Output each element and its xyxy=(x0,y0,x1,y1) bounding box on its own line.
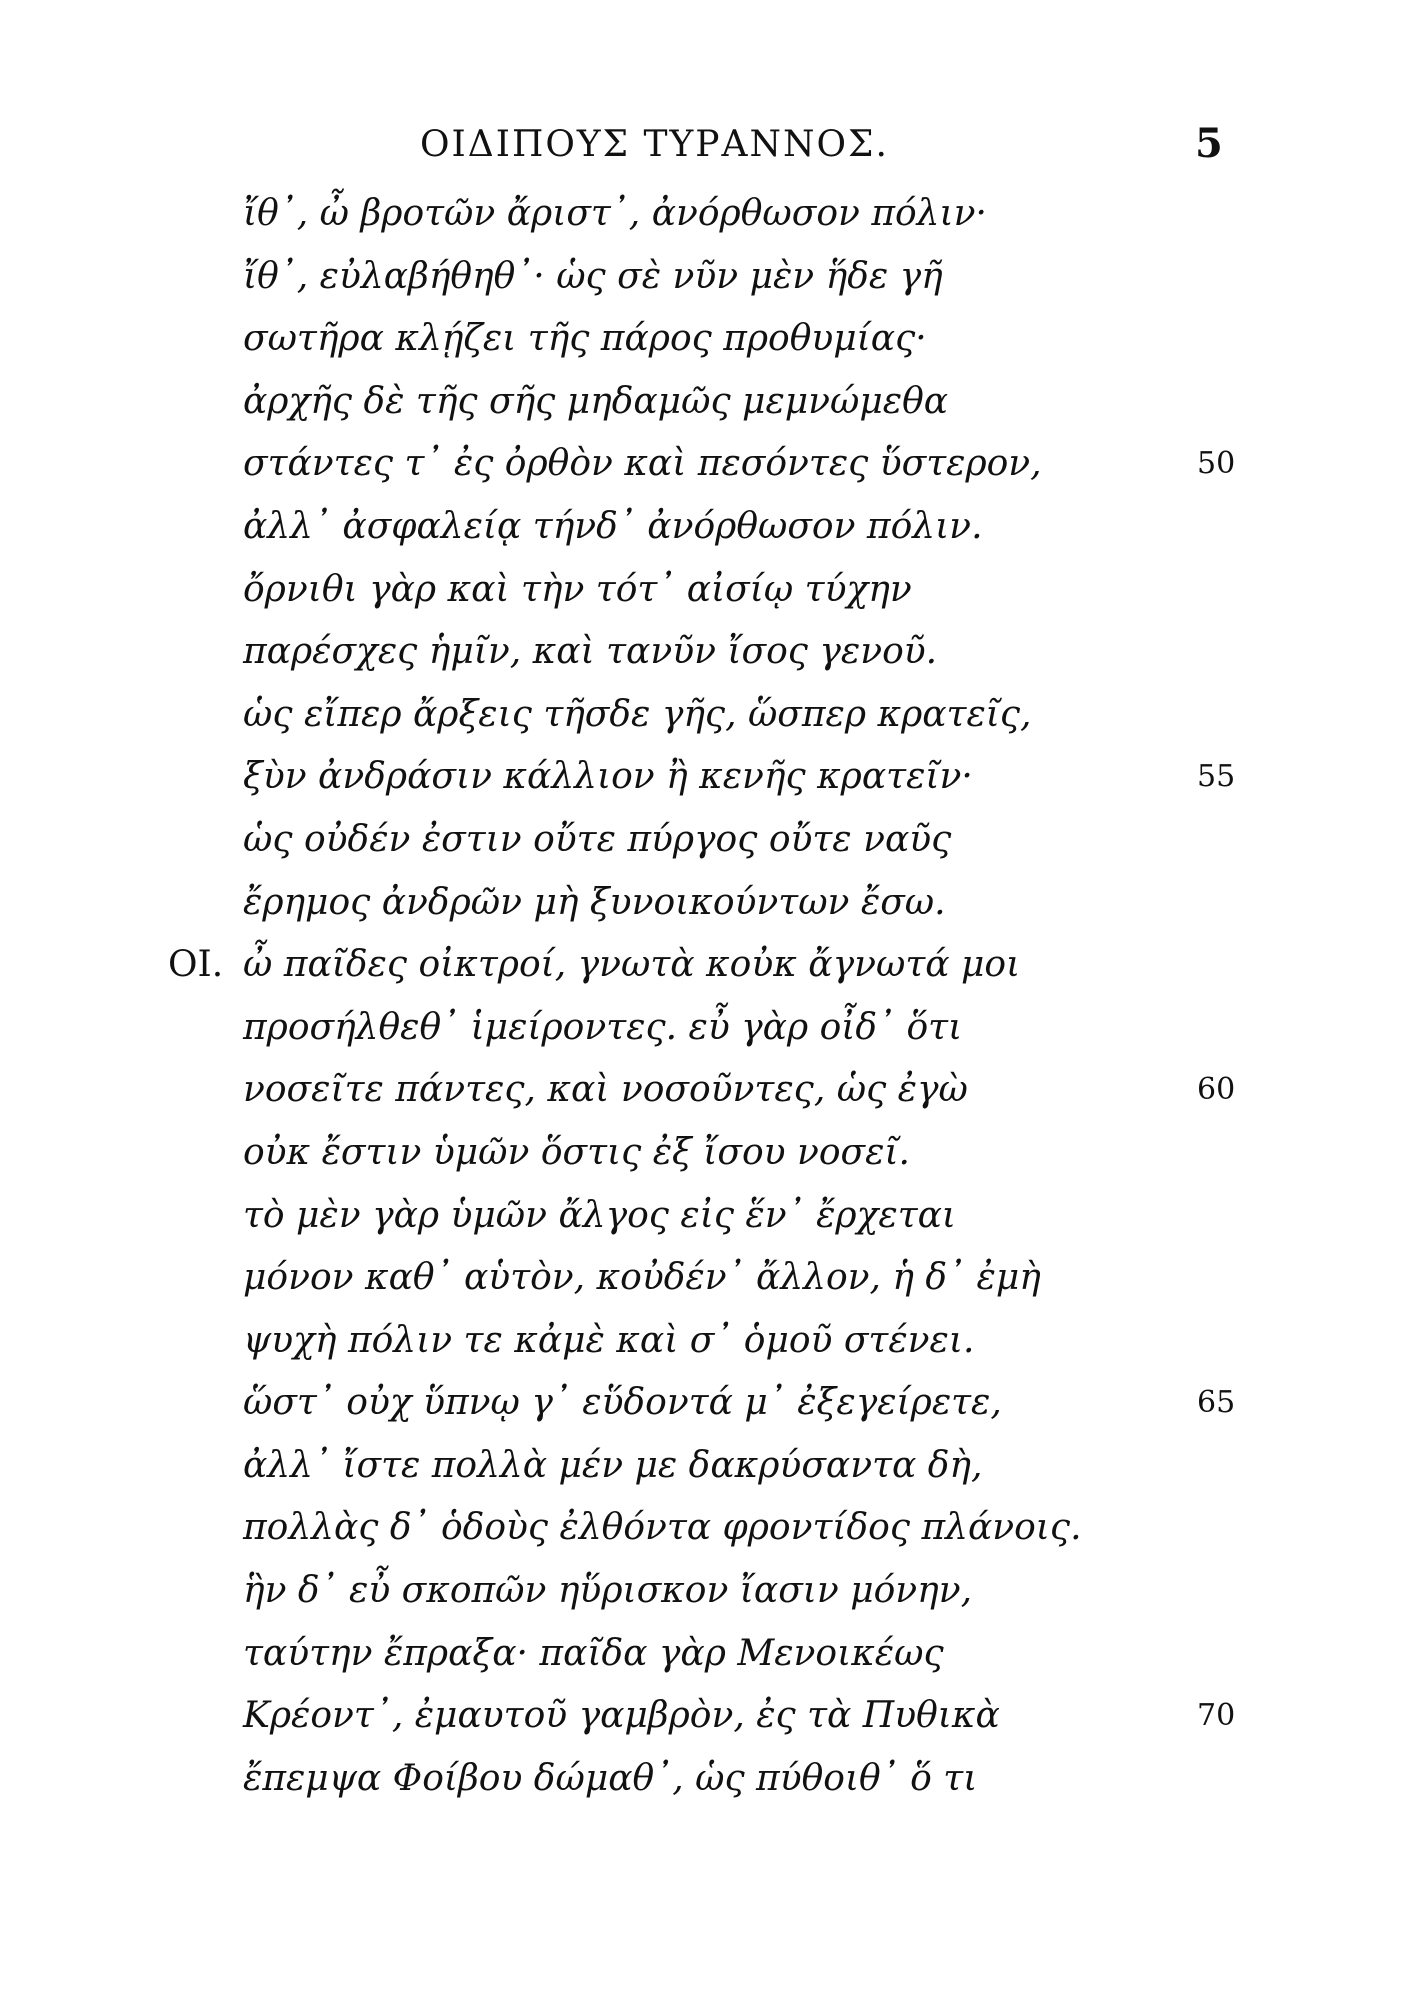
verse-line xyxy=(243,308,1303,371)
verse-text: ὡς εἴπερ ἄρξεις τῆσδε γῆς, ὥσπερ κρατεῖς, xyxy=(243,693,1032,735)
line-number: 70 xyxy=(1197,1698,1236,1734)
verse-text: ἀρχῆς δὲ τῆς σῆς μηδαμῶς μεμνώμεθα xyxy=(243,380,949,422)
verse-line xyxy=(168,934,1303,997)
line-number: 60 xyxy=(1197,1072,1236,1108)
verse-line xyxy=(243,621,1303,684)
verse-line xyxy=(243,371,1303,434)
verse-line xyxy=(243,1059,1303,1122)
verse-text: πολλὰς δ᾽ ὁδοὺς ἐλθόντα φροντίδος πλάνοις. xyxy=(243,1507,1082,1549)
verse-line xyxy=(243,1185,1303,1248)
verse-text: στάντες τ᾽ ἐς ὀρθὸν καὶ πεσόντες ὕστερον, xyxy=(243,443,1042,485)
verse-line xyxy=(243,872,1303,935)
verse-line xyxy=(243,183,1303,246)
verse-text: τὸ μὲν γὰρ ὑμῶν ἄλγος εἰς ἕν᾽ ἔρχεται xyxy=(243,1194,957,1236)
verse-text: ἴθ᾽, εὐλαβήθηθ᾽· ὡς σὲ νῦν μὲν ἥδε γῆ xyxy=(243,255,943,297)
verse-line xyxy=(243,1748,1303,1811)
verse-text: Κρέοντ᾽, ἐμαυτοῦ γαμβρὸν, ἐς τὰ Πυθικὰ xyxy=(243,1695,1000,1737)
verse-line xyxy=(243,1435,1303,1498)
verse-line xyxy=(243,1122,1303,1185)
verse-line xyxy=(243,433,1303,496)
verse-line xyxy=(243,246,1303,309)
verse-text: ἣν δ᾽ εὖ σκοπῶν ηὕρισκον ἴασιν μόνην, xyxy=(243,1570,973,1612)
line-number: 65 xyxy=(1197,1385,1236,1421)
verse-text: ἔρημος ἀνδρῶν μὴ ξυνοικούντων ἔσω. xyxy=(243,881,946,923)
verse-line xyxy=(243,496,1303,559)
verse-line xyxy=(243,684,1303,747)
verse-text: ταύτην ἔπραξα· παῖδα γὰρ Μενοικέως xyxy=(243,1632,944,1674)
verse-text: ὦ παῖδες οἰκτροί, γνωτὰ κοὐκ ἄγνωτά μοι xyxy=(243,944,1021,986)
verse-text: νοσεῖτε πάντες, καὶ νοσοῦντες, ὡς ἐγὼ xyxy=(243,1069,968,1111)
verse-text: ἔπεμψα Φοίβου δώμαθ᾽, ὡς πύθοιθ᾽ ὅ τι xyxy=(243,1757,978,1799)
page-number: 5 xyxy=(1195,120,1223,167)
verse-text: ψυχὴ πόλιν τε κἀμὲ καὶ σ᾽ ὁμοῦ στένει. xyxy=(243,1319,975,1361)
verse-line xyxy=(243,1372,1303,1435)
verse-text: ὡς οὐδέν ἐστιν οὔτε πύργος οὔτε ναῦς xyxy=(243,818,952,860)
verse-text: σωτῆρα κλῄζει τῆς πάρος προθυμίας· xyxy=(243,318,927,360)
verse-text: ἀλλ᾽ ἴστε πολλὰ μέν με δακρύσαντα δὴ, xyxy=(243,1444,983,1486)
verse-text: οὐκ ἔστιν ὑμῶν ὅστις ἐξ ἴσου νοσεῖ. xyxy=(243,1131,911,1173)
verse-text: ὄρνιθι γὰρ καὶ τὴν τότ᾽ αἰσίῳ τύχην xyxy=(243,568,912,610)
verse-line xyxy=(243,559,1303,622)
verse-line xyxy=(243,1310,1303,1373)
verse-line xyxy=(243,1247,1303,1310)
verse-line xyxy=(243,1560,1303,1623)
verse-text: προσήλθεθ᾽ ἱμείροντες. εὖ γὰρ οἶδ᾽ ὅτι xyxy=(243,1006,963,1048)
verse-text: ἴθ᾽, ὦ βροτῶν ἄριστ᾽, ἀνόρθωσον πόλιν· xyxy=(243,193,987,234)
verse-line xyxy=(243,809,1303,872)
verse-text: ὥστ᾽ οὐχ ὕπνῳ γ᾽ εὕδοντά μ᾽ ἐξεγείρετε, xyxy=(243,1382,1002,1424)
verse-line xyxy=(243,746,1303,809)
line-number: 50 xyxy=(1197,446,1236,482)
verse-text: ἀλλ᾽ ἀσφαλείᾳ τήνδ᾽ ἀνόρθωσον πόλιν. xyxy=(243,505,983,547)
verse-text: μόνον καθ᾽ αὑτὸν, κοὐδέν᾽ ἄλλον, ἡ δ᾽ ἐμὴ xyxy=(243,1257,1041,1299)
verse-block xyxy=(168,183,1303,1810)
verse-text: ξὺν ἀνδράσιν κάλλιον ἢ κενῆς κρατεῖν· xyxy=(243,756,973,798)
verse-text: παρέσχες ἡμῖν, καὶ τανῦν ἴσος γενοῦ. xyxy=(243,631,938,673)
verse-line xyxy=(243,1497,1303,1560)
running-title: ΟΙΔΙΠΟΥΣ ΤΥΡΑΝΝΟΣ. xyxy=(420,124,889,165)
speaker-label: ΟΙ. xyxy=(168,944,224,986)
line-number: 55 xyxy=(1197,759,1236,795)
verse-line xyxy=(243,997,1303,1060)
verse-line xyxy=(243,1685,1303,1748)
verse-line xyxy=(243,1623,1303,1686)
